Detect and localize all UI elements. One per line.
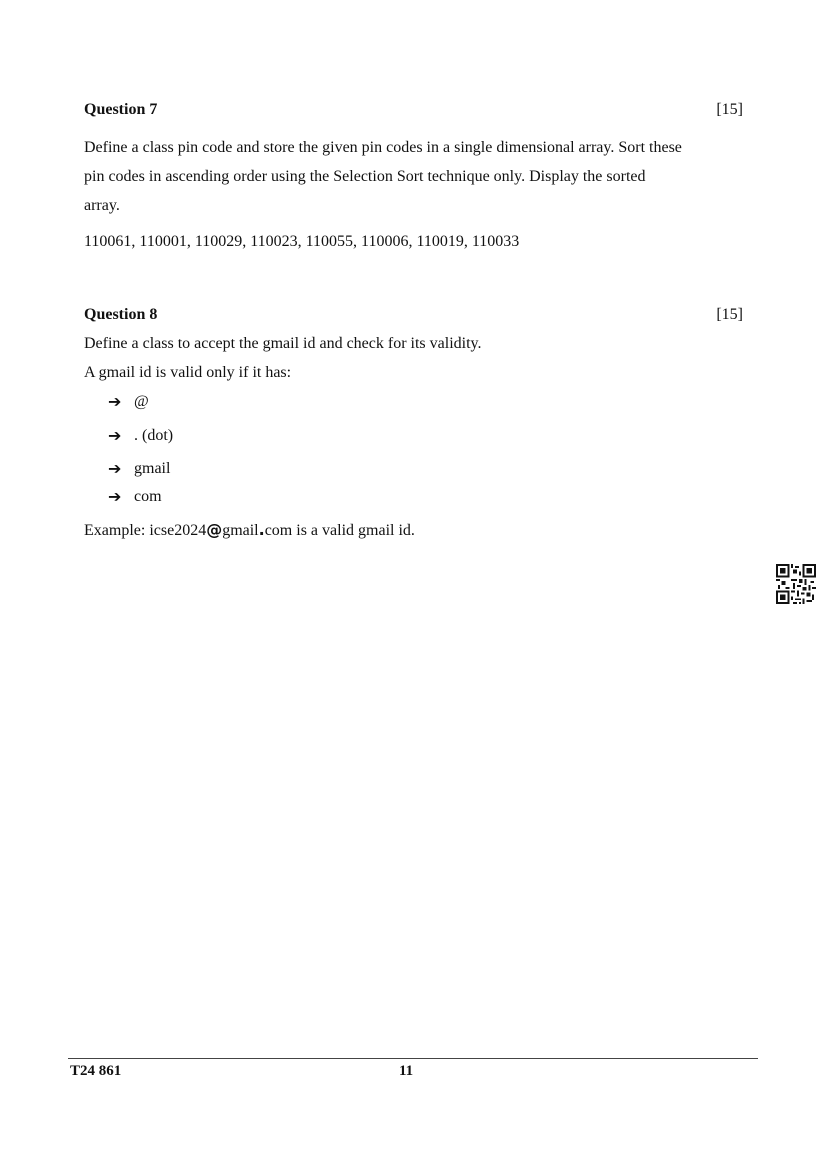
criteria-item-label: @	[134, 392, 149, 410]
question-8-title: Question 8	[84, 306, 158, 323]
question-7-text: Define a class pin code and store the given pin codes in a single dimensional array. Sort these pin codes in ascending order using the Selection Sort technique only. Display the sorted array.	[84, 139, 682, 214]
criteria-item	[108, 426, 173, 445]
question-7-marks: [15]	[716, 101, 743, 118]
criteria-item-label: gmail	[134, 459, 171, 477]
arrow-right-icon: ➔	[108, 392, 122, 411]
example-mid: gmail	[222, 522, 259, 539]
example-line	[84, 520, 415, 540]
arrow-right-icon: ➔	[108, 459, 122, 478]
example-dot: .	[258, 520, 265, 539]
question-8-header	[84, 306, 743, 324]
arrow-right-icon: ➔	[108, 426, 122, 445]
example-suffix: com is a valid gmail id.	[264, 522, 415, 539]
question-8-line-1: Define a class to accept the gmail id and check for its validity.	[84, 335, 482, 352]
example-at: @	[206, 520, 223, 539]
criteria-item	[108, 487, 162, 506]
criteria-item-label: com	[134, 487, 162, 505]
question-7-title: Question 7	[84, 101, 158, 118]
question-7-header	[84, 101, 743, 119]
arrow-right-icon: ➔	[108, 487, 122, 506]
question-7-values: 110061, 110001, 110029, 110023, 110055, 110006, 110019, 110033	[84, 233, 520, 250]
criteria-item-label: . (dot)	[134, 426, 174, 444]
qr-code-icon	[776, 564, 816, 604]
page-number: 11	[399, 1063, 414, 1079]
criteria-item	[108, 392, 149, 411]
question-8-marks: [15]	[716, 306, 743, 323]
question-8-line-2: A gmail id is valid only if it has:	[84, 364, 292, 381]
footer-divider	[68, 1058, 758, 1059]
example-prefix: Example: icse2024	[84, 522, 207, 539]
criteria-item	[108, 459, 170, 478]
paper-code: T24 861	[70, 1063, 122, 1079]
